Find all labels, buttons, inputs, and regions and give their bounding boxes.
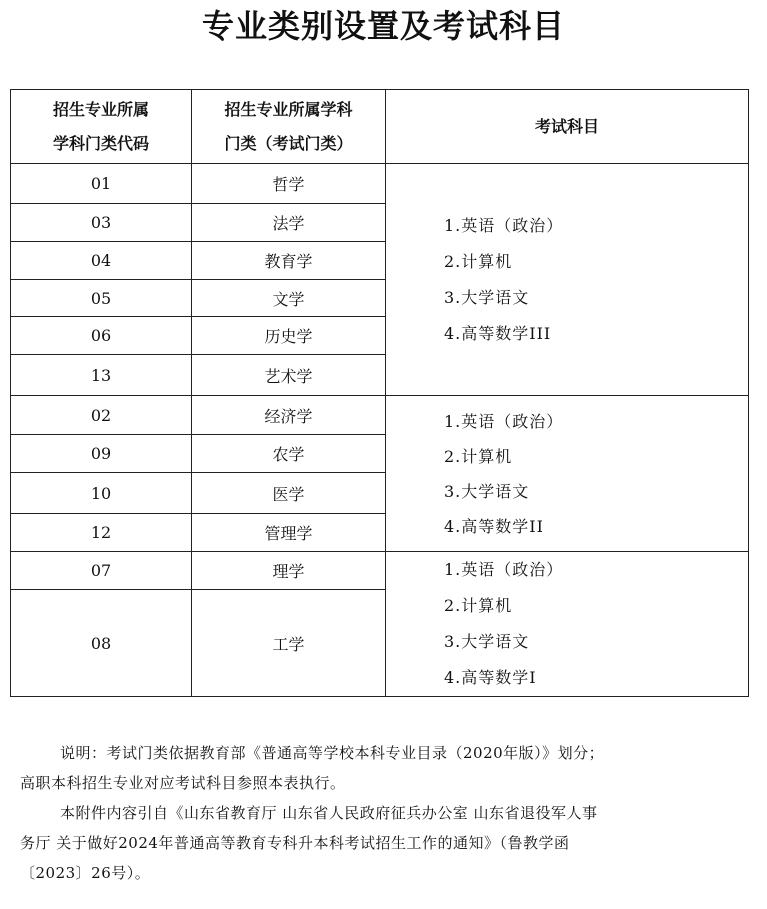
exam-item: 4.高等数学I xyxy=(444,668,537,687)
category-cell: 哲学 xyxy=(192,164,386,204)
exam-item: 1.英语（政治） xyxy=(444,215,564,235)
note-line: 说明：考试门类依据教育部《普通高等学校本科专业目录（2020年版）》划分； xyxy=(60,744,605,762)
category-cell: 历史学 xyxy=(192,317,386,355)
category-cell: 法学 xyxy=(192,204,386,242)
table-row xyxy=(11,396,749,435)
exam-item: 3.大学语文 xyxy=(444,287,530,307)
header-code: 招生专业所属 学科门类代码 xyxy=(11,90,192,164)
table-row xyxy=(11,552,749,590)
note-line: 务厅 关于做好2024年普通高等教育专科升本科考试招生工作的通知》（鲁教学函 xyxy=(20,834,570,852)
category-cell: 农学 xyxy=(192,435,386,473)
exam-item: 4.高等数学III xyxy=(444,323,552,343)
code-cell: 03 xyxy=(11,204,192,242)
note-line: 〔2023〕26号）。 xyxy=(20,864,151,882)
category-cell: 艺术学 xyxy=(192,355,386,396)
code-cell: 04 xyxy=(11,242,192,280)
table-row xyxy=(11,164,749,204)
category-cell: 管理学 xyxy=(192,514,386,552)
category-cell: 工学 xyxy=(192,590,386,697)
note-line: 本附件内容引自《山东省教育厅 山东省人民政府征兵办公室 山东省退役军人事 xyxy=(60,804,598,822)
exam-item: 1.英语（政治） xyxy=(444,560,564,579)
code-cell: 06 xyxy=(11,317,192,355)
notes-section xyxy=(20,738,750,888)
code-cell: 10 xyxy=(11,473,192,514)
exam-item: 3.大学语文 xyxy=(444,481,530,501)
exam-subjects-table xyxy=(10,89,749,697)
page-title: 专业类别设置及考试科目 xyxy=(201,7,565,45)
exam-cell-group-3 xyxy=(386,552,749,697)
exam-item: 2.计算机 xyxy=(444,251,513,271)
code-cell: 01 xyxy=(11,164,192,204)
header-category: 招生专业所属学科 门类（考试门类） xyxy=(192,90,386,164)
exam-item: 2.计算机 xyxy=(444,446,513,466)
code-cell: 05 xyxy=(11,280,192,317)
category-cell: 理学 xyxy=(192,552,386,590)
table-header-row xyxy=(11,90,749,164)
category-cell: 教育学 xyxy=(192,242,386,280)
exam-item: 3.大学语文 xyxy=(444,632,530,651)
code-cell: 09 xyxy=(11,435,192,473)
code-cell: 08 xyxy=(11,590,192,697)
exam-cell-group-1 xyxy=(386,164,749,396)
header-exam-subjects: 考试科目 xyxy=(386,90,749,164)
code-cell: 07 xyxy=(11,552,192,590)
code-cell: 12 xyxy=(11,514,192,552)
category-cell: 文学 xyxy=(192,280,386,317)
code-cell: 02 xyxy=(11,396,192,435)
category-cell: 经济学 xyxy=(192,396,386,435)
exam-cell-group-2 xyxy=(386,396,749,552)
exam-item: 2.计算机 xyxy=(444,596,513,615)
exam-item: 4.高等数学II xyxy=(444,516,544,536)
code-cell: 13 xyxy=(11,355,192,396)
exam-item: 1.英语（政治） xyxy=(444,411,564,431)
category-cell: 医学 xyxy=(192,473,386,514)
note-line: 高职本科招生专业对应考试科目参照本表执行。 xyxy=(20,774,346,792)
